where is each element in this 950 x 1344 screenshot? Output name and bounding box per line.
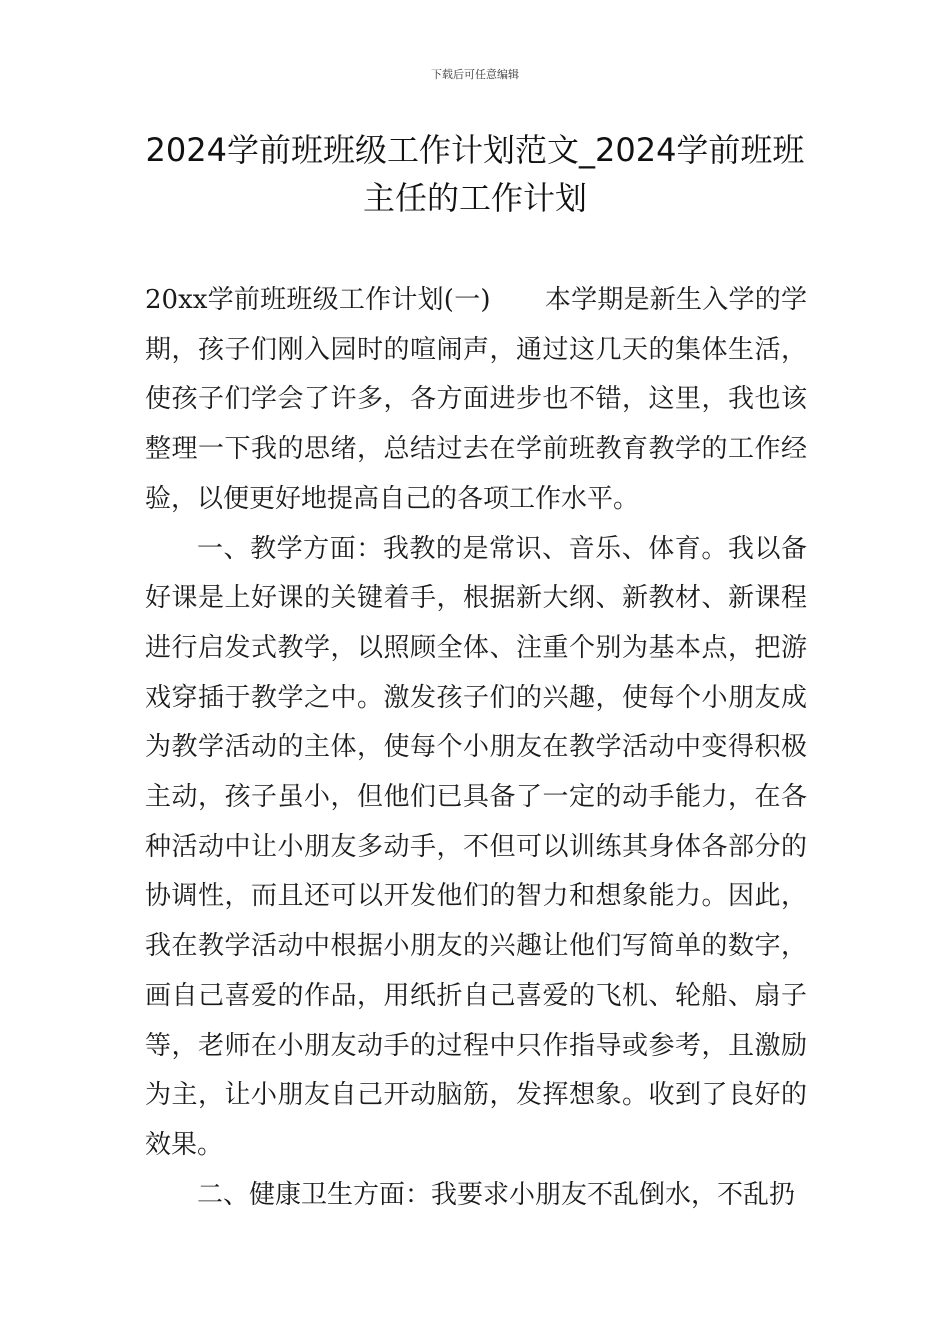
intro-paragraph — [145, 276, 807, 525]
page-header-note: 下载后可任意编辑 — [431, 68, 519, 81]
paragraph-1: 本学期是新生入学的学期，孩子们刚入园时的喧闹声，通过这几天的集体生活，使孩子们学会了许多，各方面进步也不错，这里，我也该整理一下我的思绪，总结过去在学前班教育教学的工作经验，以便更好地提高自己的各项工作水平。 — [145, 285, 807, 514]
intro-heading: 20xx学前班班级工作计划(一) — [145, 285, 491, 315]
paragraph-2: 一、教学方面：我教的是常识、音乐、体育。我以备好课是上好课的关键着手，根据新大纲、新教材、新课程进行启发式教学，以照顾全体、注重个别为基本点，把游戏穿插于教学之中。激发孩子们的兴趣，使每个小朋友成为教学活动的主体，使每个小朋友在教学活动中变得积极主动，孩子虽小，但他们已具备了一定的动手能力，在各种活动中让小朋友多动手，不但可以训练其身体各部分的协调性，而且还可以开发他们的智力和想象能力。因此，我在教学活动中根据小朋友的兴趣让他们写简单的数字，画自己喜爱的作品，用纸折自己喜爱的飞机、轮船、扇子等，老师在小朋友动手的过程中只作指导或参考，且激励为主，让小朋友自己开动脑筋，发挥想象。收到了良好的效果。 — [145, 533, 807, 1160]
document-title: 2024学前班班级工作计划范文_2024学前班班主任的工作计划 — [145, 131, 805, 217]
document-body — [145, 276, 807, 1220]
paragraph-3: 二、健康卫生方面：我要求小朋友不乱倒水，不乱扔 — [197, 1179, 796, 1210]
